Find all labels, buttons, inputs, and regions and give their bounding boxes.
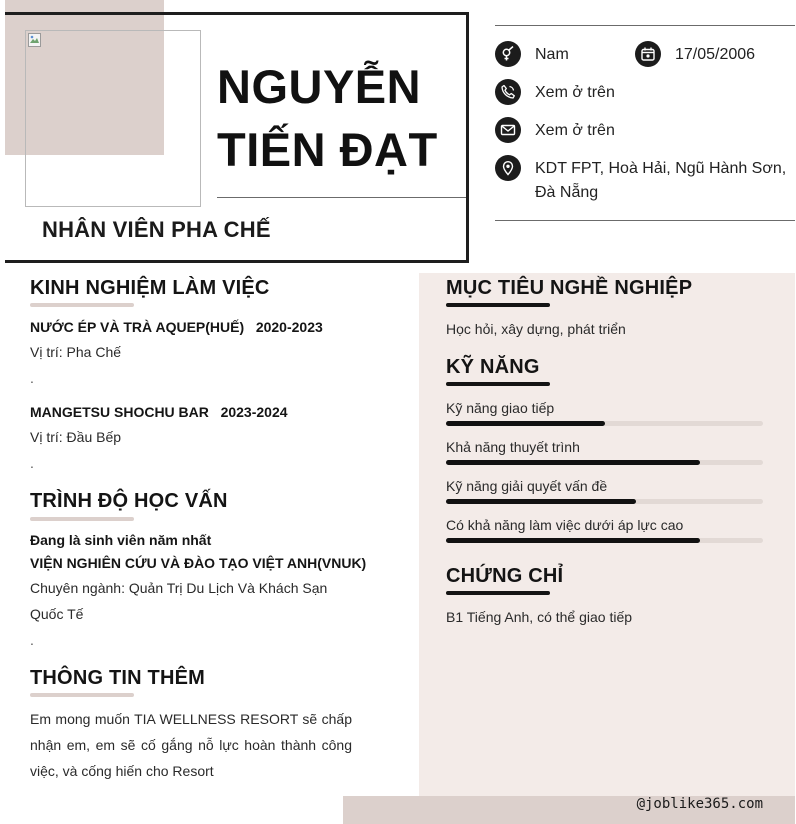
- skill-level-fill: [446, 538, 700, 543]
- objective-title: MỤC TIÊU NGHỀ NGHIỆP: [446, 277, 693, 299]
- experience-period: 2020-2023: [255, 319, 323, 335]
- experience-company-name: NƯỚC ÉP VÀ TRÀ AQUEP(HUẾ): [30, 319, 245, 335]
- objective-underline: [446, 303, 550, 307]
- phone-icon: [495, 79, 521, 105]
- experience-note: .: [30, 455, 34, 471]
- location-pin-icon: [495, 155, 521, 181]
- education-major: Chuyên ngành: Quản Trị Du Lịch Và Khách Sạn Quốc Tế: [30, 580, 328, 622]
- email-value: Xem ở trên: [535, 122, 615, 139]
- experience-company: [30, 319, 323, 335]
- contact-top-divider: [495, 25, 795, 26]
- right-column-panel: [419, 273, 795, 796]
- education-title: TRÌNH ĐỘ HỌC VẤN: [30, 490, 228, 512]
- experience-title: KINH NGHIỆM LÀM VIỆC: [30, 277, 270, 299]
- certificates-text: B1 Tiếng Anh, có thể giao tiếp: [446, 609, 633, 625]
- name-line-last: TIẾN ĐẠT: [217, 123, 438, 176]
- education-note: .: [30, 632, 34, 648]
- name-divider: [217, 197, 466, 198]
- phone-value: Xem ở trên: [535, 84, 615, 101]
- education-school: VIỆN NGHIÊN CỨU VÀ ĐÀO TẠO VIỆT ANH(VNUK): [30, 555, 367, 571]
- header-frame-corner: [5, 260, 8, 263]
- skill-level-fill: [446, 421, 605, 426]
- experience-position: Vị trí: Đầu Bếp: [30, 429, 122, 445]
- certificates-title: CHỨNG CHỈ: [446, 565, 564, 587]
- job-title: NHÂN VIÊN PHA CHẾ: [42, 217, 271, 242]
- experience-note: .: [30, 370, 34, 386]
- gender-icon: [495, 41, 521, 67]
- experience-underline: [30, 303, 134, 307]
- address-line-1: KDT FPT, Hoà Hải, Ngũ Hành Sơn,: [535, 160, 787, 177]
- gender-value: Nam: [535, 46, 569, 63]
- skill-level-bar: [446, 499, 763, 504]
- broken-image-icon: [28, 33, 42, 47]
- extra-info-title: THÔNG TIN THÊM: [30, 667, 206, 689]
- contact-bottom-divider: [495, 220, 795, 221]
- footer-watermark: @joblike365.com: [636, 796, 763, 812]
- certificates-underline: [446, 591, 550, 595]
- skill-label: Khả năng thuyết trình: [446, 439, 580, 455]
- skills-underline: [446, 382, 550, 386]
- skill-label: Kỹ năng giao tiếp: [446, 400, 555, 416]
- experience-company: [30, 404, 288, 420]
- avatar: [25, 30, 201, 207]
- skill-level-fill: [446, 460, 700, 465]
- extra-info-underline: [30, 693, 134, 697]
- experience-position: Vị trí: Pha Chế: [30, 344, 122, 360]
- skill-level-bar: [446, 538, 763, 543]
- address-line-2: Đà Nẵng: [535, 184, 599, 201]
- birthday-value: 17/05/2006: [675, 46, 756, 63]
- education-status: Đang là sinh viên năm nhất: [30, 532, 212, 548]
- calendar-icon: [635, 41, 661, 67]
- mail-icon: [495, 117, 521, 143]
- skill-label: Có khả năng làm việc dưới áp lực cao: [446, 517, 684, 533]
- experience-period: 2023-2024: [220, 404, 288, 420]
- skill-level-bar: [446, 460, 763, 465]
- skills-title: KỸ NĂNG: [446, 356, 540, 378]
- skill-level-bar: [446, 421, 763, 426]
- education-underline: [30, 517, 134, 521]
- skill-level-fill: [446, 499, 636, 504]
- experience-company-name: MANGETSU SHOCHU BAR: [30, 404, 209, 420]
- objective-text: Học hỏi, xây dựng, phát triển: [446, 321, 626, 337]
- name-line-first: NGUYỄN: [217, 60, 422, 113]
- skill-label: Kỹ năng giải quyết vấn đề: [446, 478, 608, 494]
- extra-info-text: Em mong muốn TIA WELLNESS RESORT sẽ chấp nhận em, em sẽ cố gắng nỗ lực hoàn thành công việc, và cống hiến cho Resort: [30, 711, 352, 779]
